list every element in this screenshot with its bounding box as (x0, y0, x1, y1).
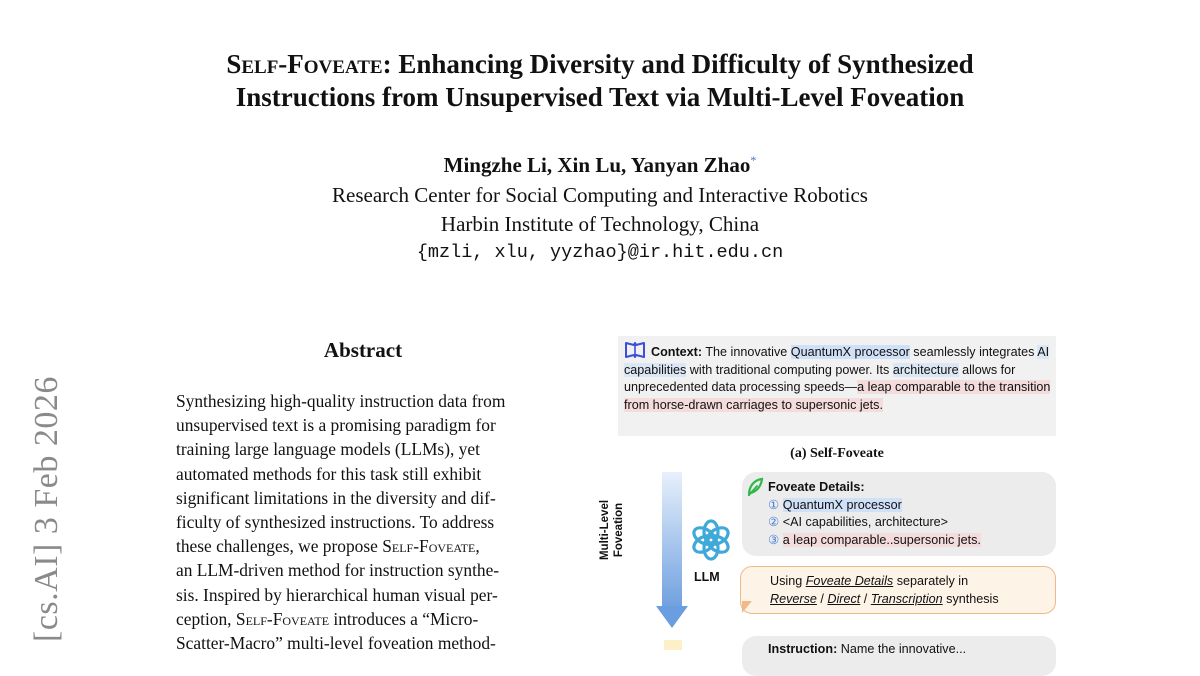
context-highlight-1: QuantumX processor (790, 345, 910, 359)
detail-text: <AI capabilities, architecture> (782, 515, 949, 530)
abstract-text: these challenges, we propose (176, 536, 378, 557)
detail-number: ① (768, 497, 780, 512)
title-line1-rest: : Enhancing Diversity and Difficulty of Synthesized (382, 49, 974, 79)
figure-subtitle: (a) Self-Foveate (790, 446, 884, 461)
context-label: Context: (651, 345, 703, 359)
foveation-arrow (662, 472, 682, 612)
abstract-text: introduces a “Micro- (329, 608, 479, 629)
author-names: Mingzhe Li, Xin Lu, Yanyan Zhao (443, 153, 751, 177)
abstract-heading: Abstract (323, 338, 403, 362)
detail-item (768, 532, 1054, 550)
affiliation-line1: Research Center for Social Computing and Interactive Robotics (332, 183, 868, 207)
abstract-line: ficulty of synthesized instructions. To address (176, 512, 495, 533)
detail-number: ② (768, 515, 780, 530)
abstract-line: unsupervised text is a promising paradigm for (176, 415, 496, 436)
llm-icon (688, 517, 734, 563)
detail-text: a leap comparable..supersonic jets. (782, 532, 981, 547)
detail-text: QuantumX processor (782, 497, 902, 512)
output-marker (664, 640, 682, 650)
abstract-line: sis. Inspired by hierarchical human visual per- (176, 584, 498, 605)
using-link: Foveate Details (805, 574, 894, 588)
using-mid: separately in (893, 574, 969, 588)
axis-label-line1: Multi-Level (599, 499, 611, 561)
synthesis-option: Transcription (870, 591, 943, 606)
detail-number: ③ (768, 532, 780, 547)
option-separator: / (816, 591, 828, 606)
abstract-line: Synthesizing high-quality instruction data from (176, 391, 506, 411)
details-title: Foveate Details: (768, 480, 865, 494)
synthesis-option: Direct (827, 591, 861, 606)
author-list (0, 153, 1200, 178)
using-prefix: Using (770, 574, 806, 588)
option-separator: / (860, 591, 871, 606)
context-highlight-3: a leap comparable to the transition from horse-drawn carriages to supersonic jets. (624, 380, 1051, 412)
foveate-details-text (768, 479, 1054, 549)
book-icon (624, 341, 646, 359)
method-name: Self-Foveate (235, 608, 330, 629)
context-part: with traditional computing power. Its (686, 362, 893, 377)
foveation-arrow-head (656, 606, 688, 628)
context-highlight-2b: architecture (892, 362, 959, 377)
llm-label: LLM (694, 570, 720, 584)
context-text (624, 341, 1054, 414)
bubble-tail (742, 601, 752, 613)
affiliation-line2: Harbin Institute of Technology, China (440, 212, 760, 236)
title-method-name: Self-Foveate (226, 49, 383, 79)
abstract-line (176, 607, 550, 631)
context-highlight-2a: AI capabilities (624, 345, 1050, 377)
corresponding-star: * (750, 153, 757, 167)
axis-label-line2: Foveation (613, 502, 625, 558)
abstract-line: an LLM-driven method for instruction synthe- (176, 560, 500, 581)
leaf-icon (746, 477, 764, 497)
paper-title (0, 48, 1200, 114)
synthesis-option: Reverse (770, 591, 817, 606)
detail-item (768, 514, 1054, 532)
instruction-label: Instruction: (768, 642, 838, 656)
multi-level-foveation-label (598, 470, 632, 590)
arxiv-side-stamp: [cs.AI] 3 Feb 2026 (28, 376, 65, 642)
instruction-text (768, 641, 1054, 659)
context-part: allows for unprecedented data processing speeds— (624, 362, 1016, 395)
context-part: seamlessly integrates (909, 345, 1038, 359)
abstract-line: significant limitations in the diversity and dif- (176, 487, 496, 508)
synthesis-prompt-text (770, 573, 1056, 608)
abstract-line: Scatter-Macro” multi-level foveation method- (176, 633, 496, 654)
author-emails: {mzli, xlu, yyzhao}@ir.hit.edu.cn (416, 242, 784, 263)
instruction-content: Name the innovative... (840, 642, 967, 656)
using-suffix: synthesis (942, 591, 999, 606)
abstract-line: training large language models (LLMs), yet (176, 439, 480, 460)
title-line2: Instructions from Unsupervised Text via Multi-Level Foveation (235, 82, 965, 112)
abstract-line: automated methods for this task still exhibit (176, 463, 482, 484)
abstract-line (176, 534, 550, 558)
abstract-body (176, 389, 550, 655)
context-part: The innovative (705, 345, 791, 359)
method-name: Self-Foveate (382, 536, 476, 557)
detail-item (768, 497, 1054, 515)
abstract-text: , (475, 536, 480, 557)
abstract-text: ception, (176, 608, 232, 629)
